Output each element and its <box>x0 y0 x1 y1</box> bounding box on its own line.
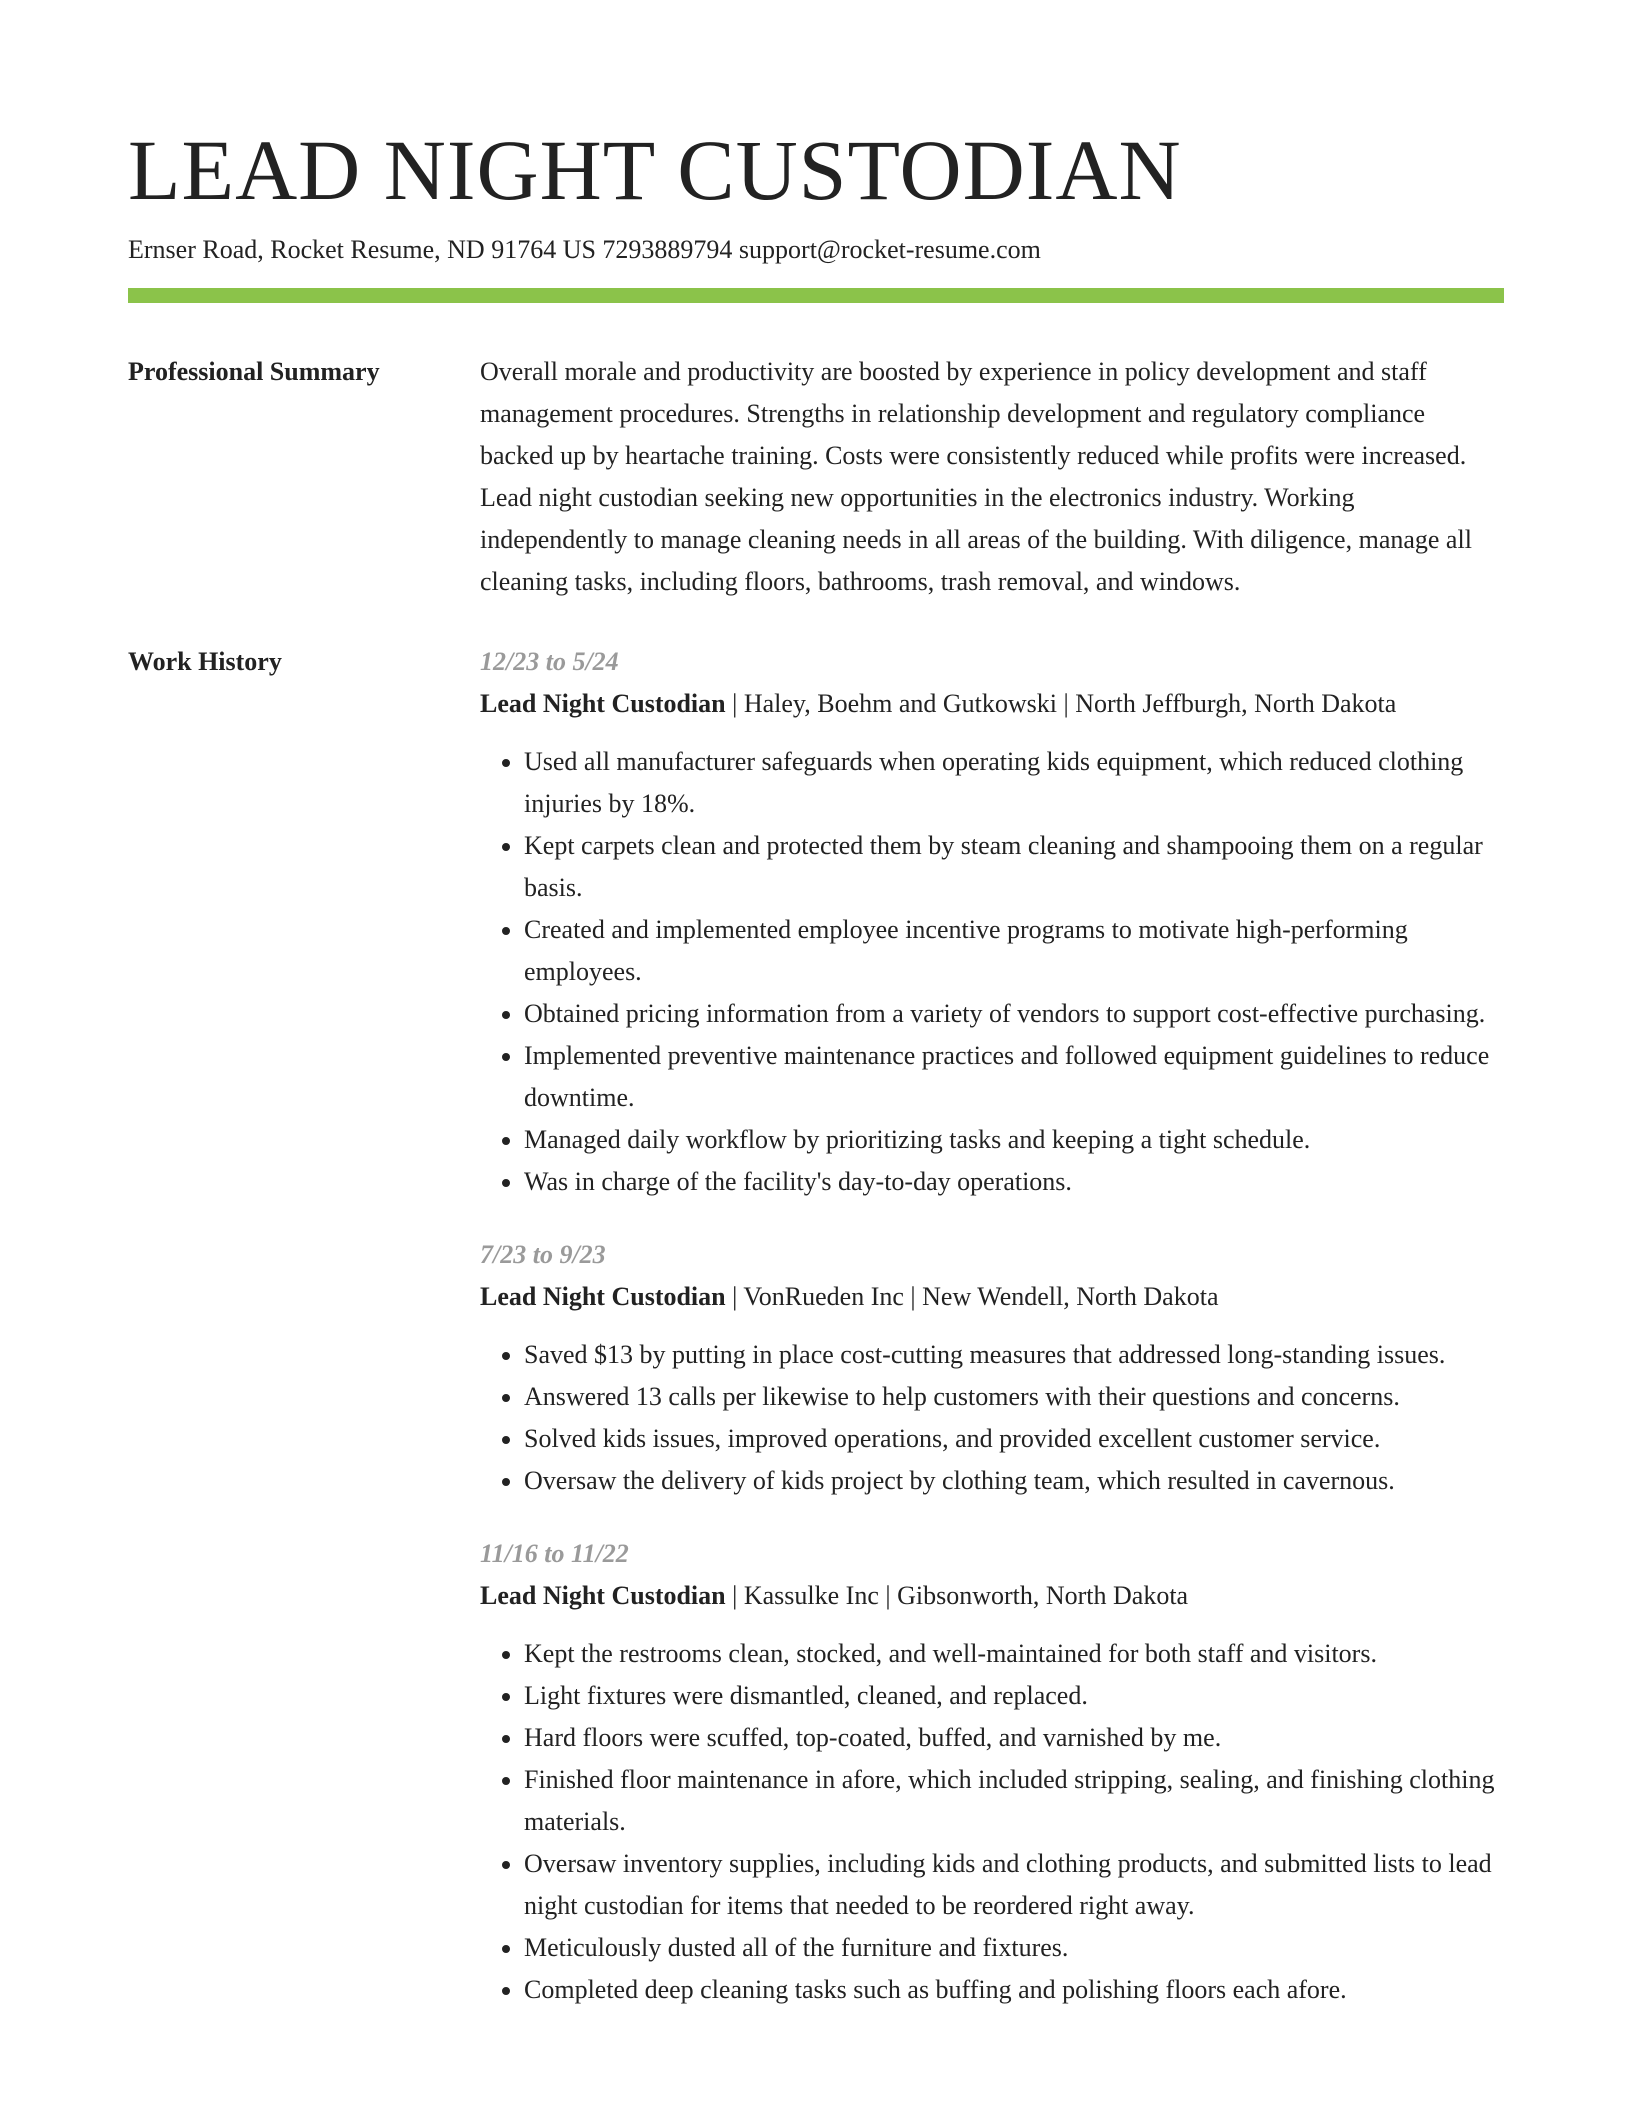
job-bullet: • Was in charge of the facility's day-to-day operations. <box>524 1161 1504 1203</box>
job-heading <box>480 1276 1504 1318</box>
job-bullet: • Finished floor maintenance in afore, which included stripping, sealing, and finishing clothing materials. <box>524 1759 1504 1843</box>
job-entry <box>480 1234 1504 1502</box>
job-company: VonRueden Inc <box>743 1282 904 1311</box>
separator: | <box>1057 689 1076 718</box>
job-bullet: • Oversaw the delivery of kids project by clothing team, which resulted in cavernous. <box>524 1460 1504 1502</box>
header-divider <box>128 288 1504 303</box>
job-bullet: • Kept the restrooms clean, stocked, and well-maintained for both staff and visitors. <box>524 1633 1504 1675</box>
job-bullet: • Solved kids issues, improved operations, and provided excellent customer service. <box>524 1418 1504 1460</box>
job-bullet: • Completed deep cleaning tasks such as buffing and polishing floors each afore. <box>524 1969 1504 2011</box>
job-bullet: • Light fixtures were dismantled, cleaned, and replaced. <box>524 1675 1504 1717</box>
resume-page <box>128 120 1504 2042</box>
job-company: Haley, Boehm and Gutkowski <box>743 689 1057 718</box>
job-bullet: • Implemented preventive maintenance practices and followed equipment guidelines to reduce downtime. <box>524 1035 1504 1119</box>
job-location: New Wendell, North Dakota <box>922 1282 1219 1311</box>
job-bullet: • Answered 13 calls per likewise to help customers with their questions and concerns. <box>524 1376 1504 1418</box>
separator: | <box>725 1282 744 1311</box>
separator: | <box>903 1282 923 1311</box>
job-bullet-list <box>480 1633 1504 2011</box>
job-bullet: • Used all manufacturer safeguards when operating kids equipment, which reduced clothing injuries by 18%. <box>524 741 1504 825</box>
job-title: Lead Night Custodian <box>480 1581 726 1610</box>
job-title: Lead Night Custodian <box>480 689 726 718</box>
work-history-list <box>480 641 1504 2042</box>
job-dates: 12/23 to 5/24 <box>480 647 619 676</box>
job-title: Lead Night Custodian <box>480 1282 726 1311</box>
job-bullet: • Managed daily workflow by prioritizing tasks and keeping a tight schedule. <box>524 1119 1504 1161</box>
job-entry <box>480 1533 1504 2011</box>
resume-title: LEAD NIGHT CUSTODIAN <box>128 122 1182 218</box>
job-bullet: • Saved $13 by putting in place cost-cutting measures that addressed long-standing issues. <box>524 1334 1504 1376</box>
job-heading <box>480 683 1504 725</box>
summary-section <box>128 351 1504 603</box>
job-bullet: • Created and implemented employee incentive programs to motivate high-performing employees. <box>524 909 1504 993</box>
job-dates: 7/23 to 9/23 <box>480 1240 606 1269</box>
summary-text: Overall morale and productivity are boosted by experience in policy development and staff management procedures. Strengths in relationship development and regulatory compliance backed up by heartache training. Costs were consistently reduced while profits were increased. Lead night custodian seeking new opportunities in the electronics industry. Working independently to manage cleaning needs in all areas of the building. With diligence, manage all cleaning tasks, including floors, bathrooms, trash removal, and windows. <box>480 357 1472 596</box>
job-bullet: • Obtained pricing information from a variety of vendors to support cost-effective purchasing. <box>524 993 1504 1035</box>
separator: | <box>725 689 744 718</box>
separator: | <box>725 1581 744 1610</box>
job-company: Kassulke Inc <box>743 1581 879 1610</box>
job-heading <box>480 1575 1504 1617</box>
work-history-section <box>128 641 1504 2042</box>
job-bullet-list <box>480 741 1504 1203</box>
job-location: Gibsonworth, North Dakota <box>897 1581 1189 1610</box>
job-bullet: • Hard floors were scuffed, top-coated, buffed, and varnished by me. <box>524 1717 1504 1759</box>
job-bullet-list <box>480 1334 1504 1502</box>
separator: | <box>878 1581 898 1610</box>
job-bullet: • Kept carpets clean and protected them by steam cleaning and shampooing them on a regular basis. <box>524 825 1504 909</box>
contact-info: Ernser Road, Rocket Resume, ND 91764 US 7293889794 support@rocket-resume.com <box>128 235 1041 264</box>
job-bullet: • Meticulously dusted all of the furniture and fixtures. <box>524 1927 1504 1969</box>
job-location: North Jeffburgh, North Dakota <box>1075 689 1397 718</box>
summary-label: Professional Summary <box>128 357 380 386</box>
job-bullet: • Oversaw inventory supplies, including kids and clothing products, and submitted lists to lead night custodian for items that needed to be reordered right away. <box>524 1843 1504 1927</box>
job-entry <box>480 641 1504 1203</box>
job-dates: 11/16 to 11/22 <box>480 1539 629 1568</box>
work-history-label: Work History <box>128 647 282 676</box>
